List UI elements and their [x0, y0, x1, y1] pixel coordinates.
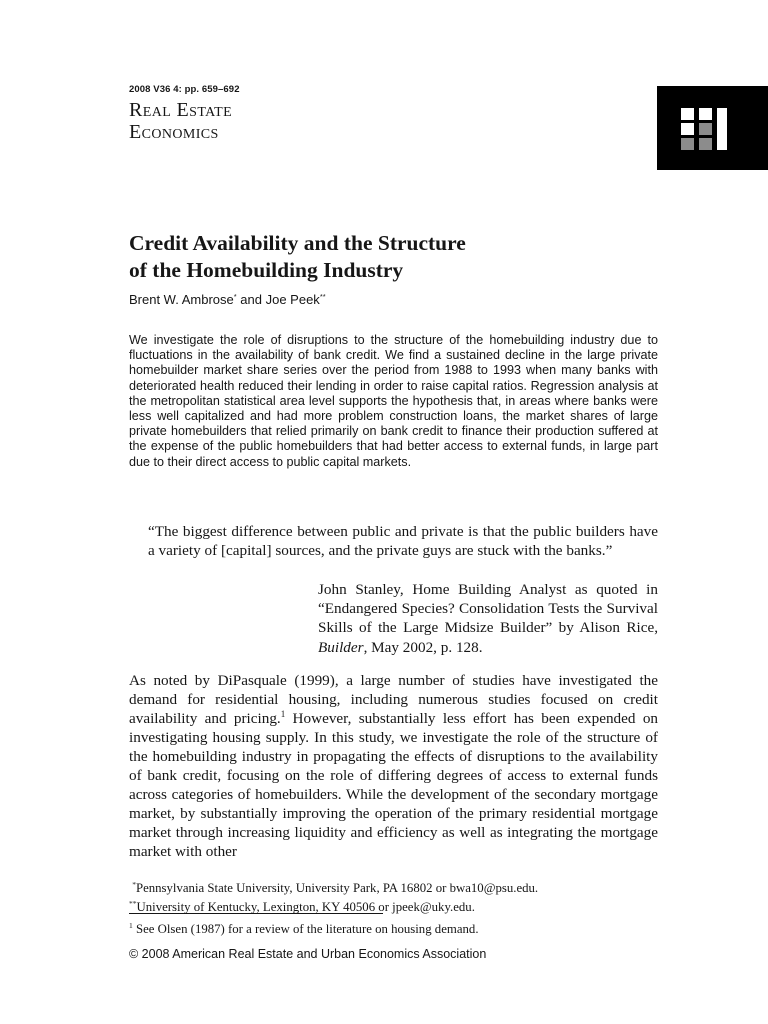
footnote-reference[interactable]: 1	[280, 709, 286, 720]
abstract: We investigate the role of disruptions to the structure of the homebuilding industry due to fluctuations in the availability of bank credit. We find a sustained decline in the large private homebuilder market share series over the period from 1988 to 1993 when many banks with deteriorated health reduced their lending in order to raise capital ratios. Regression analysis at the metropolitan statistical area level supports the hypothesis that, in areas where banks were less well capitalized and had more problem construction loans, the market shares of large private homebuilders that relied primarily on bank credit to finance their production suffered at the expense of the public homebuilders that had better access to external funds, in large part due to their direct access to public capital markets.	[129, 333, 658, 469]
affiliation-mark: **	[129, 899, 137, 908]
citation-tail: , May 2002, p. 128.	[363, 638, 483, 656]
article-title	[129, 230, 629, 284]
affiliation-text: Pennsylvania State University, University Park, PA 16802 or bwa10@psu.edu.	[135, 881, 539, 895]
footnote-divider	[129, 913, 383, 914]
issue-info: 2008 V36 4: pp. 659–692	[129, 84, 240, 95]
body-text-part: However, substantially less effort has been expended on investigating housing supply. In this study, we investigate the role of the structure of the homebuilding industry in propagating the effects of disruptions to the availability of bank credit, focusing on the role of differing degrees of access to external funds across categories of homebuilders. While the development of the secondary mortgage market, by substantially improving the operation of the primary residential mortgage market through increasing liquidity and efficiency as well as integrating the mortgage market with other	[129, 710, 659, 861]
epigraph-quote: “The biggest difference between public and private is that the public builders have a variety of [capital] sources, and the private guys are stuck with the banks.”	[148, 523, 658, 560]
author-list	[129, 292, 326, 307]
article-title-line1: Credit Availability and the Structure	[129, 231, 466, 255]
article-title-line2: of the Homebuilding Industry	[129, 258, 404, 282]
body-paragraph	[129, 671, 658, 861]
journal-logo	[657, 86, 768, 170]
body-text-part: As noted by DiPasquale (1999), a large number of studies have investigated the demand for residential housing, including numerous studies focused on credit availability and pricing.	[129, 672, 658, 728]
author-affiliation-mark: *	[233, 292, 237, 301]
affiliation-item	[129, 877, 658, 896]
citation-text: John Stanley, Home Building Analyst as quoted in “Endangered Species? Consolidation Tests the Survival Skills of the Large Midsize Builder” by Alison Rice,	[318, 581, 658, 637]
journal-name	[129, 99, 232, 143]
logo-grid-icon	[681, 108, 727, 150]
affiliation-text: University of Kentucky, Lexington, KY 40506 or jpeek@uky.edu.	[136, 900, 475, 914]
journal-name-line2: Economics	[129, 121, 219, 143]
author-affiliations	[129, 877, 658, 915]
footnote-text: See Olsen (1987) for a review of the literature on housing demand.	[132, 922, 479, 936]
citation-source: Builder	[318, 638, 364, 656]
author-name: Joe Peek	[265, 292, 320, 307]
footnote	[129, 918, 658, 937]
affiliation-mark: *	[132, 880, 136, 889]
author-name: Brent W. Ambrose	[129, 292, 234, 307]
author-separator: and	[236, 292, 266, 307]
epigraph-citation	[318, 580, 658, 657]
author-affiliation-mark: **	[319, 292, 326, 301]
footnote-mark: 1	[129, 921, 133, 930]
journal-name-line1: Real Estate	[129, 99, 233, 121]
copyright-notice: © 2008 American Real Estate and Urban Economics Association	[129, 947, 487, 961]
